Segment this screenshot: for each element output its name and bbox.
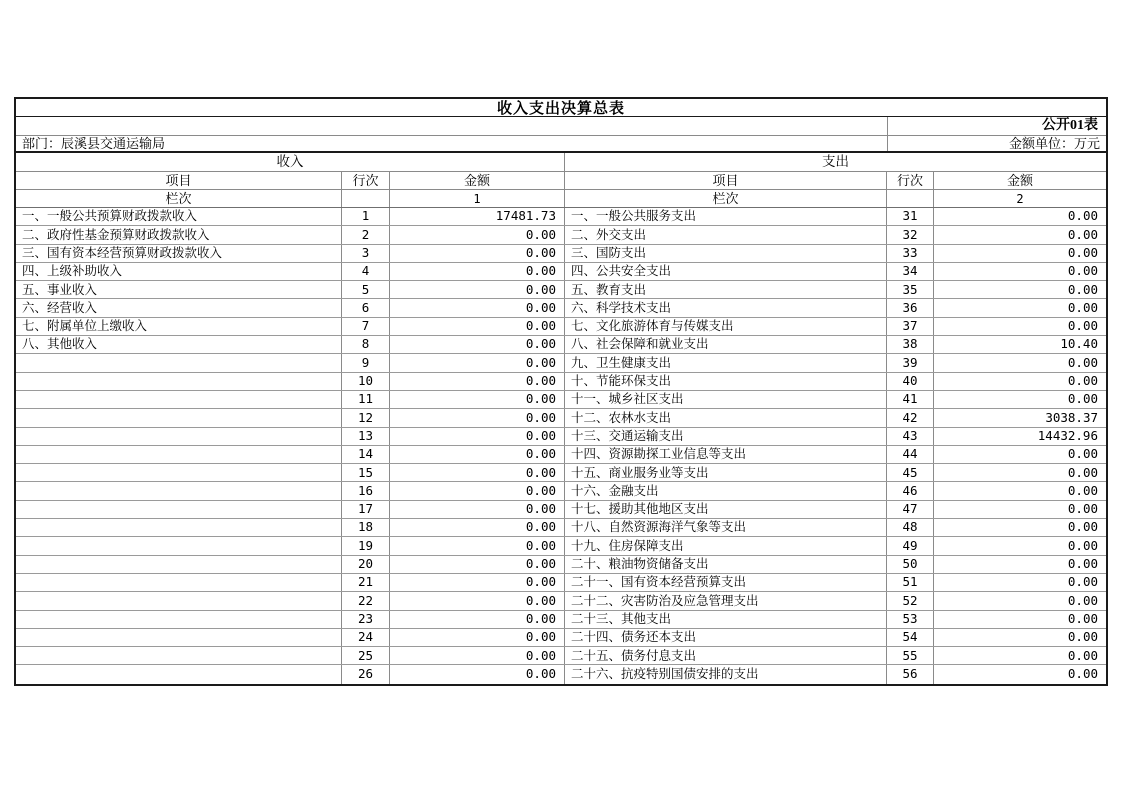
expense-line-cell: 46: [887, 482, 934, 499]
expense-line-cell: 36: [887, 299, 934, 316]
income-item-cell: 七、附属单位上缴收入: [16, 318, 342, 335]
table-row: [16, 519, 1106, 537]
expense-item-cell: 二十、粮油物资储备支出: [565, 556, 887, 573]
income-column-number: 1: [390, 190, 565, 207]
table-row: [16, 629, 1106, 647]
section-header-row: [16, 153, 1106, 172]
table-row: [16, 464, 1106, 482]
table-row: [16, 318, 1106, 336]
table-row: [16, 281, 1106, 299]
expense-line-cell: 45: [887, 464, 934, 481]
table-row: [16, 592, 1106, 610]
income-item-cell: [16, 611, 342, 628]
income-line-cell: 17: [342, 501, 390, 518]
income-item-cell: 三、国有资本经营预算财政拨款收入: [16, 245, 342, 262]
expense-item-cell: 十、节能环保支出: [565, 373, 887, 390]
expense-amount-cell: 0.00: [1067, 610, 1098, 626]
expense-line-cell: 39: [887, 354, 934, 371]
table-row: [16, 556, 1106, 574]
income-column-label: 栏次: [16, 190, 342, 207]
income-item-cell: 八、其他收入: [16, 336, 342, 353]
table-row: [16, 336, 1106, 354]
income-amount-cell: 0.00: [390, 226, 565, 243]
expense-amount-cell: 0.00: [1067, 464, 1098, 480]
income-section-header: 收入: [16, 153, 565, 171]
expense-amount-cell: 0.00: [1067, 373, 1098, 389]
expense-line-cell: 40: [887, 373, 934, 390]
expense-amount-cell: 0.00: [1067, 501, 1098, 517]
income-amount-cell: 0.00: [390, 482, 565, 499]
expense-item-cell: 八、社会保障和就业支出: [565, 336, 887, 353]
expense-amount-cell: 0.00: [1067, 446, 1098, 462]
expense-item-cell: 十三、交通运输支出: [565, 428, 887, 445]
income-amount-cell: 0.00: [390, 428, 565, 445]
income-amount-cell: 0.00: [390, 318, 565, 335]
income-amount-cell: 0.00: [390, 519, 565, 536]
income-item-cell: [16, 391, 342, 408]
income-line-cell: 21: [342, 574, 390, 591]
table-row: [16, 299, 1106, 317]
expense-amount-cell: 0.00: [1067, 647, 1098, 663]
income-line-cell: 13: [342, 428, 390, 445]
income-amount-cell: 0.00: [390, 556, 565, 573]
income-item-cell: [16, 537, 342, 554]
expense-item-cell: 二、外交支出: [565, 226, 887, 243]
department-label: 部门：辰溪县交通运输局: [16, 136, 888, 151]
table-row: [16, 428, 1106, 446]
income-line-cell: 19: [342, 537, 390, 554]
table-row: [16, 226, 1106, 244]
income-amount-cell: 0.00: [390, 464, 565, 481]
income-amount-cell: 0.00: [390, 299, 565, 316]
expense-line-header: 行次: [887, 172, 934, 189]
income-item-cell: [16, 446, 342, 463]
expense-amount-cell: 14432.96: [1037, 427, 1098, 443]
income-line-cell: 26: [342, 665, 390, 683]
expense-line-cell: 51: [887, 574, 934, 591]
expense-item-cell: 十六、金融支出: [565, 482, 887, 499]
income-amount-cell: 0.00: [390, 391, 565, 408]
expense-column-label: 栏次: [565, 190, 887, 207]
table-row: [16, 482, 1106, 500]
income-item-cell: 一、一般公共预算财政拨款收入: [16, 208, 342, 225]
income-line-cell: 10: [342, 373, 390, 390]
income-amount-cell: 0.00: [390, 373, 565, 390]
expense-line-cell: 35: [887, 281, 934, 298]
expense-line-cell: 50: [887, 556, 934, 573]
table-row: [16, 354, 1106, 372]
expense-amount-cell: 0.00: [1067, 574, 1098, 590]
expense-line-cell: 31: [887, 208, 934, 225]
expense-line-cell: 33: [887, 245, 934, 262]
income-item-cell: [16, 556, 342, 573]
expense-amount-cell: 0.00: [1067, 299, 1098, 315]
income-item-cell: 六、经营收入: [16, 299, 342, 316]
table-body: [16, 208, 1106, 684]
expense-line-cell: 52: [887, 592, 934, 609]
expense-line-cell: 56: [887, 665, 934, 683]
expense-section-header: 支出: [822, 154, 849, 170]
expense-amount-cell: 0.00: [1067, 226, 1098, 242]
expense-item-cell: 二十二、灾害防治及应急管理支出: [565, 592, 887, 609]
form-label-row: [16, 117, 1106, 136]
table-row: [16, 391, 1106, 409]
expense-line-cell: 41: [887, 391, 934, 408]
expense-line-cell: 32: [887, 226, 934, 243]
expense-item-cell: 三、国防支出: [565, 245, 887, 262]
income-amount-cell: 0.00: [390, 263, 565, 280]
expense-amount-cell: 0.00: [1067, 592, 1098, 608]
department-row: [16, 136, 1106, 153]
income-amount-cell: 0.00: [390, 446, 565, 463]
income-line-cell: 2: [342, 226, 390, 243]
income-amount-cell: 0.00: [390, 611, 565, 628]
page-title: 收入支出决算总表: [496, 101, 625, 117]
income-item-cell: [16, 629, 342, 646]
income-item-cell: 四、上级补助收入: [16, 263, 342, 280]
expense-item-cell: 十八、自然资源海洋气象等支出: [565, 519, 887, 536]
expense-line-cell: 43: [887, 428, 934, 445]
expense-line-cell: 54: [887, 629, 934, 646]
income-amount-cell: 0.00: [390, 629, 565, 646]
expense-item-cell: 六、科学技术支出: [565, 299, 887, 316]
table-row: [16, 373, 1106, 391]
expense-item-cell: 五、教育支出: [565, 281, 887, 298]
expense-amount-cell: 0.00: [1067, 482, 1098, 498]
income-item-cell: [16, 665, 342, 683]
expense-amount-cell: 0.00: [1067, 354, 1098, 370]
expense-amount-cell: 0.00: [1067, 556, 1098, 572]
table-row: [16, 537, 1106, 555]
income-item-cell: [16, 409, 342, 426]
expense-item-cell: 十二、农林水支出: [565, 409, 887, 426]
income-line-cell: 12: [342, 409, 390, 426]
income-item-header: 项目: [16, 172, 342, 189]
expense-item-header: 项目: [565, 172, 887, 189]
income-line-cell: 6: [342, 299, 390, 316]
income-line-cell: 7: [342, 318, 390, 335]
income-item-cell: [16, 373, 342, 390]
final-accounts-summary-table: [14, 97, 1108, 686]
income-amount-cell: 0.00: [390, 647, 565, 664]
table-row: [16, 647, 1106, 665]
expense-line-cell: 53: [887, 611, 934, 628]
income-line-cell: 5: [342, 281, 390, 298]
income-line-cell: 1: [342, 208, 390, 225]
expense-amount-cell: 0.00: [1067, 519, 1098, 535]
expense-line-cell: 48: [887, 519, 934, 536]
expense-item-cell: 二十四、债务还本支出: [565, 629, 887, 646]
expense-item-cell: 四、公共安全支出: [565, 263, 887, 280]
income-amount-cell: 17481.73: [390, 208, 565, 225]
expense-item-cell: 二十三、其他支出: [565, 611, 887, 628]
table-title-row: [16, 99, 1106, 117]
expense-line-cell: 49: [887, 537, 934, 554]
expense-line-cell: 55: [887, 647, 934, 664]
income-amount-cell: 0.00: [390, 592, 565, 609]
income-amount-cell: 0.00: [390, 501, 565, 518]
expense-item-cell: 十九、住房保障支出: [565, 537, 887, 554]
column-header-row: [16, 172, 1106, 190]
income-item-cell: 二、政府性基金预算财政拨款收入: [16, 226, 342, 243]
income-amount-header: 金额: [390, 172, 565, 189]
expense-item-cell: 二十一、国有资本经营预算支出: [565, 574, 887, 591]
income-line-cell: 24: [342, 629, 390, 646]
form-number-label: 公开01表: [1042, 118, 1098, 133]
income-item-cell: [16, 647, 342, 664]
expense-amount-header: 金额: [1006, 173, 1033, 188]
income-item-cell: [16, 354, 342, 371]
income-line-cell: 22: [342, 592, 390, 609]
expense-item-cell: 二十五、债务付息支出: [565, 647, 887, 664]
income-line-cell: 8: [342, 336, 390, 353]
income-line-header: 行次: [342, 172, 390, 189]
income-line-cell: 23: [342, 611, 390, 628]
expense-amount-cell: 0.00: [1067, 244, 1098, 260]
table-row: [16, 245, 1106, 263]
expense-line-cell: 34: [887, 263, 934, 280]
expense-item-cell: 二十六、抗疫特别国债安排的支出: [565, 665, 887, 683]
expense-column-number: 2: [1016, 191, 1024, 206]
expense-amount-cell: 3038.37: [1045, 409, 1098, 425]
table-row: [16, 611, 1106, 629]
income-amount-cell: 0.00: [390, 574, 565, 591]
income-item-cell: [16, 482, 342, 499]
income-item-cell: [16, 428, 342, 445]
expense-amount-cell: 10.40: [1060, 336, 1098, 352]
expense-item-cell: 十五、商业服务业等支出: [565, 464, 887, 481]
income-amount-cell: 0.00: [390, 537, 565, 554]
expense-amount-cell: 0.00: [1067, 281, 1098, 297]
table-row: [16, 263, 1106, 281]
expense-line-cell: 38: [887, 336, 934, 353]
income-line-cell: 25: [342, 647, 390, 664]
income-amount-cell: 0.00: [390, 665, 565, 683]
income-amount-cell: 0.00: [390, 245, 565, 262]
income-line-cell: 4: [342, 263, 390, 280]
table-row: [16, 446, 1106, 464]
income-item-cell: [16, 464, 342, 481]
expense-amount-cell: 0.00: [1067, 629, 1098, 645]
income-item-cell: [16, 592, 342, 609]
form-row-spacer: [16, 117, 888, 135]
expense-amount-cell: 0.00: [1067, 666, 1098, 682]
expense-item-cell: 十七、援助其他地区支出: [565, 501, 887, 518]
income-column-spacer: [342, 190, 390, 207]
expense-item-cell: 九、卫生健康支出: [565, 354, 887, 371]
income-line-cell: 3: [342, 245, 390, 262]
income-line-cell: 11: [342, 391, 390, 408]
expense-amount-cell: 0.00: [1067, 263, 1098, 279]
table-row: [16, 409, 1106, 427]
expense-column-spacer: [887, 190, 934, 207]
table-row: [16, 501, 1106, 519]
income-item-cell: 五、事业收入: [16, 281, 342, 298]
table-row: [16, 208, 1106, 226]
expense-line-cell: 47: [887, 501, 934, 518]
income-amount-cell: 0.00: [390, 409, 565, 426]
expense-amount-cell: 0.00: [1067, 391, 1098, 407]
income-line-cell: 20: [342, 556, 390, 573]
income-line-cell: 18: [342, 519, 390, 536]
expense-line-cell: 44: [887, 446, 934, 463]
income-item-cell: [16, 501, 342, 518]
income-line-cell: 14: [342, 446, 390, 463]
expense-amount-cell: 0.00: [1067, 537, 1098, 553]
table-row: [16, 574, 1106, 592]
expense-amount-cell: 0.00: [1067, 208, 1098, 224]
expense-item-cell: 一、一般公共服务支出: [565, 208, 887, 225]
expense-item-cell: 十四、资源勘探工业信息等支出: [565, 446, 887, 463]
income-line-cell: 9: [342, 354, 390, 371]
expense-item-cell: 十一、城乡社区支出: [565, 391, 887, 408]
expense-line-cell: 42: [887, 409, 934, 426]
expense-amount-cell: 0.00: [1067, 318, 1098, 334]
income-amount-cell: 0.00: [390, 354, 565, 371]
income-amount-cell: 0.00: [390, 336, 565, 353]
column-number-row: [16, 190, 1106, 208]
expense-line-cell: 37: [887, 318, 934, 335]
table-row: [16, 665, 1106, 683]
income-amount-cell: 0.00: [390, 281, 565, 298]
income-item-cell: [16, 574, 342, 591]
income-line-cell: 15: [342, 464, 390, 481]
income-line-cell: 16: [342, 482, 390, 499]
expense-item-cell: 七、文化旅游体育与传媒支出: [565, 318, 887, 335]
amount-unit-label: 金额单位：万元: [1008, 136, 1100, 151]
income-item-cell: [16, 519, 342, 536]
